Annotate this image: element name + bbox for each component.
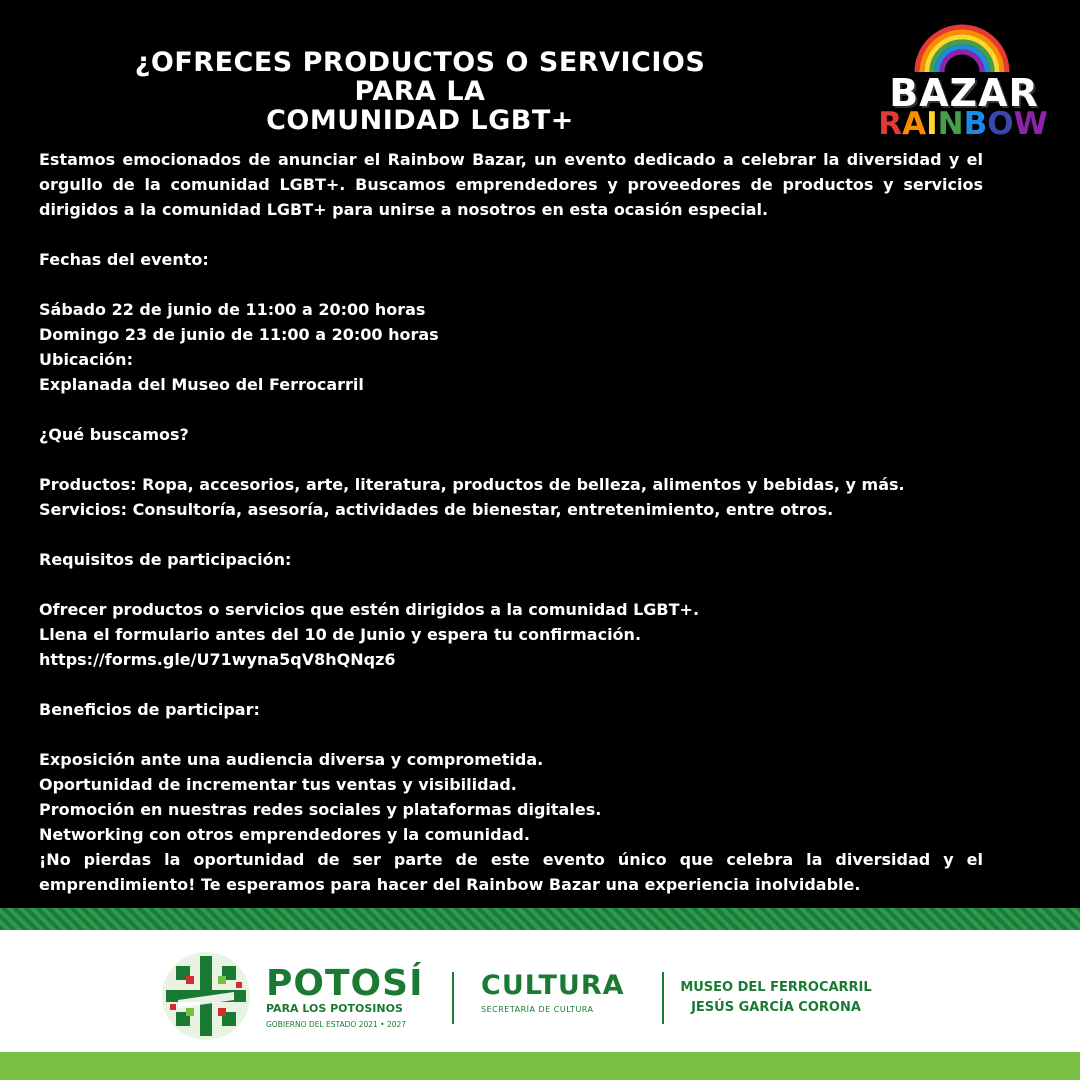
potosi-title: POTOSÍ	[266, 963, 424, 1004]
museo-name	[676, 978, 876, 1018]
form-link[interactable]: https://forms.gle/U71wyna5qV8hQNqz6	[39, 650, 396, 669]
seeking-heading: ¿Qué buscamos?	[39, 425, 189, 444]
logo-letter: A	[902, 106, 927, 142]
logo-letter: W	[1013, 106, 1048, 142]
bazar-rainbow-logo	[872, 22, 1052, 140]
cultura-title: CULTURA	[481, 970, 625, 1001]
logo-letter: O	[987, 106, 1014, 142]
footer-divider	[452, 972, 454, 1024]
pattern-band	[0, 908, 1080, 930]
date-line: Sábado 22 de junio de 11:00 a 20:00 horas	[39, 300, 426, 319]
requirement-line: Llena el formulario antes del 10 de Junio y espera tu confirmación.	[39, 625, 642, 644]
requirements-heading: Requisitos de participación:	[39, 550, 292, 569]
benefit-line: Oportunidad de incrementar tus ventas y visibilidad.	[39, 775, 517, 794]
dates-heading: Fechas del evento:	[39, 250, 209, 269]
logo-letter: R	[878, 106, 903, 142]
location-heading: Ubicación:	[39, 350, 133, 369]
potosi-government: GOBIERNO DEL ESTADO 2021 • 2027	[266, 1020, 407, 1029]
requirement-line: Ofrecer productos o servicios que estén dirigidos a la comunidad LGBT+.	[39, 600, 700, 619]
date-line: Domingo 23 de junio de 11:00 a 20:00 horas	[39, 325, 439, 344]
logo-word-bazar: BAZAR	[889, 71, 1039, 115]
benefit-line: Promoción en nuestras redes sociales y plataformas digitales.	[39, 800, 602, 819]
logo-word-rainbow	[874, 108, 1052, 140]
footer-bar	[0, 1052, 1080, 1080]
logo-letter: I	[926, 106, 938, 142]
benefit-line: Exposición ante una audiencia diversa y comprometida.	[39, 750, 544, 769]
museo-line2: JESÚS GARCÍA CORONA	[691, 1000, 861, 1015]
headline-line1: ¿OFRECES PRODUCTOS O SERVICIOS PARA LA	[134, 47, 706, 107]
announcement-body	[39, 147, 983, 897]
headline	[90, 48, 750, 135]
logo-letter: N	[937, 106, 964, 142]
location-text: Explanada del Museo del Ferrocarril	[39, 375, 364, 394]
closing-paragraph: ¡No pierdas la oportunidad de ser parte de este evento único que celebra la diversidad y el emprendimiento! Te esperamos para hacer del Rainbow Bazar una experiencia inolvidable.	[39, 850, 983, 894]
museo-line1: MUSEO DEL FERROCARRIL	[680, 980, 872, 995]
intro-paragraph: Estamos emocionados de anunciar el Rainbow Bazar, un evento dedicado a celebrar la diversidad y el orgullo de la comunidad LGBT+. Buscamos emprendedores y proveedores de productos y servicios dirigidos a la comunidad LGBT+ para unirse a nosotros en esta ocasión especial.	[39, 150, 983, 219]
benefit-line: Networking con otros emprendedores y la comunidad.	[39, 825, 530, 844]
logo-letter: B	[963, 106, 988, 142]
cultura-subtitle: SECRETARÍA DE CULTURA	[481, 1005, 594, 1014]
potosi-subtitle: PARA LOS POTOSINOS	[266, 1002, 403, 1015]
footer-divider	[662, 972, 664, 1024]
potosi-emblem-icon	[158, 950, 254, 1042]
headline-line2: COMUNIDAD LGBT+	[266, 105, 574, 136]
services-line: Servicios: Consultoría, asesoría, actividades de bienestar, entretenimiento, entre otros.	[39, 500, 834, 519]
benefits-heading: Beneficios de participar:	[39, 700, 260, 719]
products-line: Productos: Ropa, accesorios, arte, literatura, productos de belleza, alimentos y bebidas, y más.	[39, 475, 905, 494]
